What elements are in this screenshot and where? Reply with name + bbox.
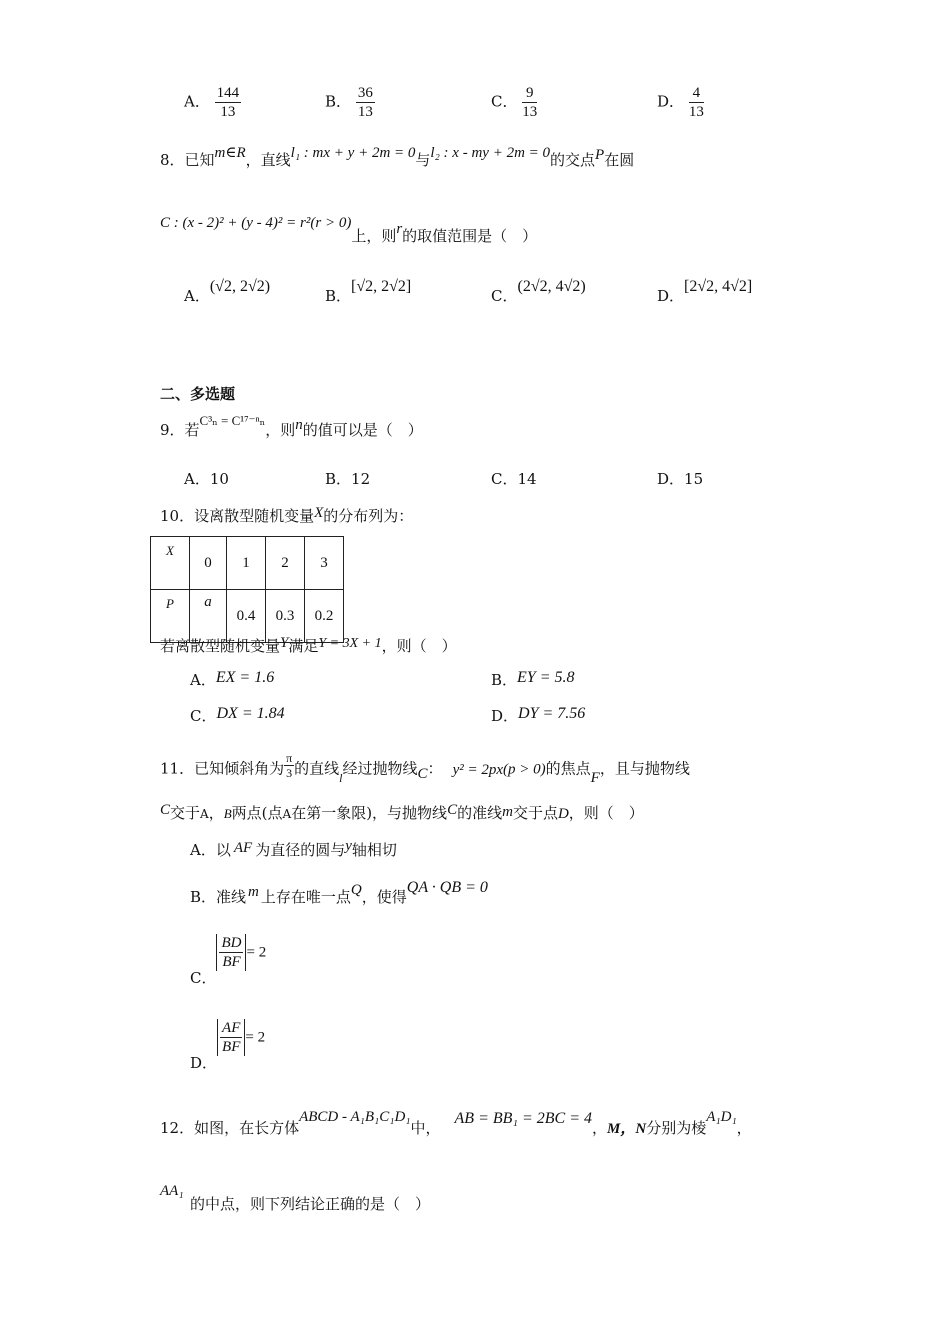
q11-stem-line2	[160, 803, 644, 824]
math-expr: (p > 0)	[503, 761, 546, 778]
text: ，则（ ）	[568, 804, 644, 822]
table-cell: 1	[227, 537, 266, 590]
math-var: D	[557, 806, 569, 822]
text: 的分布列为：	[323, 507, 414, 525]
option-label: D．	[190, 1053, 218, 1072]
text: 的交点	[550, 151, 596, 169]
q11-option-a[interactable]	[190, 840, 397, 861]
fraction	[215, 84, 242, 121]
option-label: D．	[491, 707, 519, 725]
question-number: 9．若	[160, 421, 200, 439]
math-var: P	[595, 147, 605, 163]
option-label: D．	[657, 470, 685, 488]
denominator: BF	[222, 1039, 241, 1055]
text: ，直线	[245, 151, 291, 169]
q8-option-b[interactable]	[325, 276, 412, 305]
text: ，则	[265, 421, 296, 439]
table-cell: a	[190, 590, 227, 643]
math-var: X	[314, 505, 324, 521]
math-var: r	[396, 221, 403, 237]
math-expr: AF	[233, 840, 253, 856]
denominator: 13	[357, 104, 373, 120]
option-label: A．	[184, 92, 210, 111]
text: 的准线	[457, 804, 503, 822]
math-expr: A₁D₁	[706, 1109, 737, 1125]
text: 在第一象限)，与抛物线	[291, 804, 448, 822]
table-cell: 0	[190, 537, 227, 590]
option-label: A．	[184, 287, 210, 305]
q12-stem-line3	[190, 1194, 430, 1214]
math-var: F	[590, 769, 600, 786]
option-label: A．	[190, 671, 216, 689]
option-value: 15	[684, 470, 704, 488]
math-expr: m∈R	[214, 145, 246, 161]
math-var: A	[282, 807, 292, 821]
math-expr: M，N	[607, 1121, 647, 1137]
text: ，	[208, 804, 224, 822]
math-var: Q	[350, 882, 362, 898]
q8-option-d[interactable]	[657, 276, 753, 305]
q10-option-d[interactable]	[491, 706, 585, 727]
q9-option-a[interactable]	[184, 469, 229, 489]
math-expr: y² = 2px	[452, 761, 503, 778]
math-var: C	[447, 802, 458, 818]
q8-stem-line1	[160, 145, 635, 171]
table-cell: X	[151, 537, 190, 590]
text: 分别为棱	[646, 1119, 707, 1137]
q11-option-d[interactable]	[190, 1019, 266, 1072]
q11-option-c[interactable]	[190, 934, 267, 987]
q12-stem-line2	[160, 1180, 184, 1201]
q9-option-d[interactable]	[657, 469, 703, 489]
text: 的直线	[294, 759, 340, 778]
numerator: 9	[522, 84, 537, 103]
table-cell: 0.4	[227, 590, 266, 643]
q7-option-c[interactable]	[491, 84, 537, 121]
question-number: 8．已知	[160, 151, 215, 169]
q8-option-c[interactable]	[491, 276, 586, 305]
text: 与	[415, 151, 431, 169]
option-label: A．	[184, 470, 210, 488]
distribution-table	[150, 536, 344, 643]
denominator: 3	[286, 766, 293, 780]
numerator: 4	[689, 84, 704, 103]
table-cell: 2	[266, 537, 305, 590]
option-label: B．	[325, 92, 352, 111]
math-expr: [2√2, 4√2]	[684, 278, 753, 295]
option-label: A．	[190, 841, 216, 859]
q7-option-a[interactable]	[184, 84, 241, 121]
option-label: C．	[491, 92, 518, 111]
fraction	[689, 84, 704, 121]
math-var: A	[200, 807, 209, 821]
q11-option-b[interactable]	[190, 879, 488, 908]
table-row	[151, 590, 344, 643]
q9-option-c[interactable]	[491, 469, 537, 489]
option-label: C．	[190, 707, 217, 725]
q8-stem-line2	[160, 215, 538, 245]
math-expr: EY = 5.8	[517, 669, 575, 686]
text: 在圆	[604, 151, 635, 169]
math-expr: EX = 1.6	[215, 669, 275, 686]
math-expr: ABCD - A₁B₁C₁D₁	[299, 1109, 411, 1125]
option-value: 14	[517, 470, 537, 488]
math-var: m	[502, 804, 513, 820]
math-var: C	[417, 765, 428, 782]
q10-stem	[160, 506, 413, 527]
option-label: B．	[325, 287, 352, 305]
text: 以	[215, 841, 231, 859]
q11-stem-line1	[160, 751, 690, 786]
q10-option-b[interactable]	[491, 670, 575, 691]
absolute-value	[216, 934, 246, 971]
denominator: 13	[220, 104, 236, 120]
table-cell: 0.3	[266, 590, 305, 643]
math-expr: l₂ : x - my + 2m = 0	[430, 145, 551, 161]
text: 满足	[288, 637, 319, 655]
math-expr: Y = 3X + 1	[318, 636, 382, 651]
numerator: BD	[221, 935, 242, 951]
math-var: n	[295, 417, 303, 433]
text: ，使得	[361, 888, 407, 906]
fraction	[522, 84, 537, 121]
text: 两点(点	[231, 804, 283, 822]
math-var: B	[223, 806, 232, 821]
text: 为直径的圆与	[255, 841, 346, 859]
fraction	[220, 1019, 242, 1056]
text: ，则（ ）	[381, 637, 457, 655]
text: 轴相切	[351, 841, 397, 859]
numerator: AF	[222, 1020, 241, 1036]
math-var: C	[160, 802, 171, 818]
text: 经过抛物线	[342, 759, 418, 778]
table-cell: P	[151, 590, 190, 643]
numerator: 36	[357, 85, 373, 101]
option-value: 12	[351, 470, 371, 488]
option-label: C．	[491, 287, 518, 305]
text: 的值可以是（ ）	[302, 421, 423, 439]
question-number: 10．设离散型随机变量	[160, 507, 315, 525]
option-label: D．	[657, 92, 685, 111]
denominator: 13	[522, 104, 538, 120]
math-var: m	[248, 884, 259, 900]
option-label: B．	[491, 671, 518, 689]
math-expr: = 2	[246, 944, 267, 961]
table-cell: 3	[305, 537, 344, 590]
option-label: D．	[657, 287, 685, 305]
denominator: 13	[688, 104, 704, 120]
text: 中，	[410, 1119, 441, 1137]
math-var: y	[345, 838, 352, 854]
absolute-value	[217, 1019, 245, 1056]
math-expr: C³ₙ = C¹⁷⁻ⁿₙ	[199, 413, 266, 428]
math-var: l	[339, 770, 343, 785]
math-expr: = 2	[245, 1029, 266, 1046]
option-label: C．	[190, 968, 217, 987]
math-expr: (2√2, 4√2)	[517, 278, 586, 295]
numerator: π	[286, 751, 293, 765]
math-expr: AA₁	[160, 1183, 184, 1199]
text: 的取值范围是（ ）	[402, 227, 538, 245]
fraction	[219, 934, 243, 971]
q9-stem	[160, 413, 423, 441]
text: ，	[592, 1119, 608, 1137]
table-cell: 0.2	[305, 590, 344, 643]
text: 的焦点	[545, 759, 591, 778]
table-row	[151, 537, 344, 590]
math-expr: [√2, 2√2]	[351, 278, 412, 295]
denominator: BF	[222, 954, 241, 970]
option-value: 10	[209, 470, 229, 488]
text: 上，则	[351, 227, 397, 245]
q12-stem-line1	[160, 1109, 752, 1139]
math-expr: C : (x - 2)² + (y - 4)² = r²(r > 0)	[160, 215, 352, 231]
q7-option-d[interactable]	[657, 84, 704, 121]
q10-condition	[160, 636, 457, 658]
math-expr: DX = 1.84	[216, 705, 285, 722]
question-number: 12．如图，在长方体	[160, 1119, 300, 1137]
text: 上存在唯一点	[260, 888, 351, 906]
text: ，	[736, 1119, 752, 1137]
text: 的中点，则下列结论正确的是（ ）	[190, 1195, 431, 1213]
text: 交于点	[512, 804, 558, 822]
text: ，且与抛物线	[599, 759, 690, 778]
fraction	[284, 751, 294, 780]
q10-option-a[interactable]	[190, 670, 274, 691]
numerator: 144	[216, 85, 240, 101]
text: 交于	[170, 804, 201, 822]
option-label: C．	[491, 470, 518, 488]
math-expr: l₁ : mx + y + 2m = 0	[290, 145, 416, 161]
math-expr: (√2, 2√2)	[209, 278, 271, 295]
section-title: 二、多选题	[160, 385, 236, 403]
math-expr: QA · QB = 0	[406, 879, 488, 896]
math-var: Y	[280, 635, 289, 651]
math-expr: DY = 7.56	[518, 705, 586, 722]
q9-option-b[interactable]	[325, 469, 370, 489]
q8-option-a[interactable]	[184, 276, 271, 305]
question-number: 11．已知倾斜角为	[160, 759, 285, 778]
option-label: B．	[325, 470, 352, 488]
text: 若离散型随机变量	[160, 637, 281, 655]
q10-option-c[interactable]	[190, 706, 285, 727]
option-label: B．	[190, 888, 217, 906]
math-expr: AB = BB₁ = 2BC = 4	[454, 1110, 593, 1127]
text: 准线	[216, 888, 247, 906]
q7-option-b[interactable]	[325, 84, 375, 121]
text: ：	[427, 759, 443, 778]
fraction	[356, 84, 375, 121]
